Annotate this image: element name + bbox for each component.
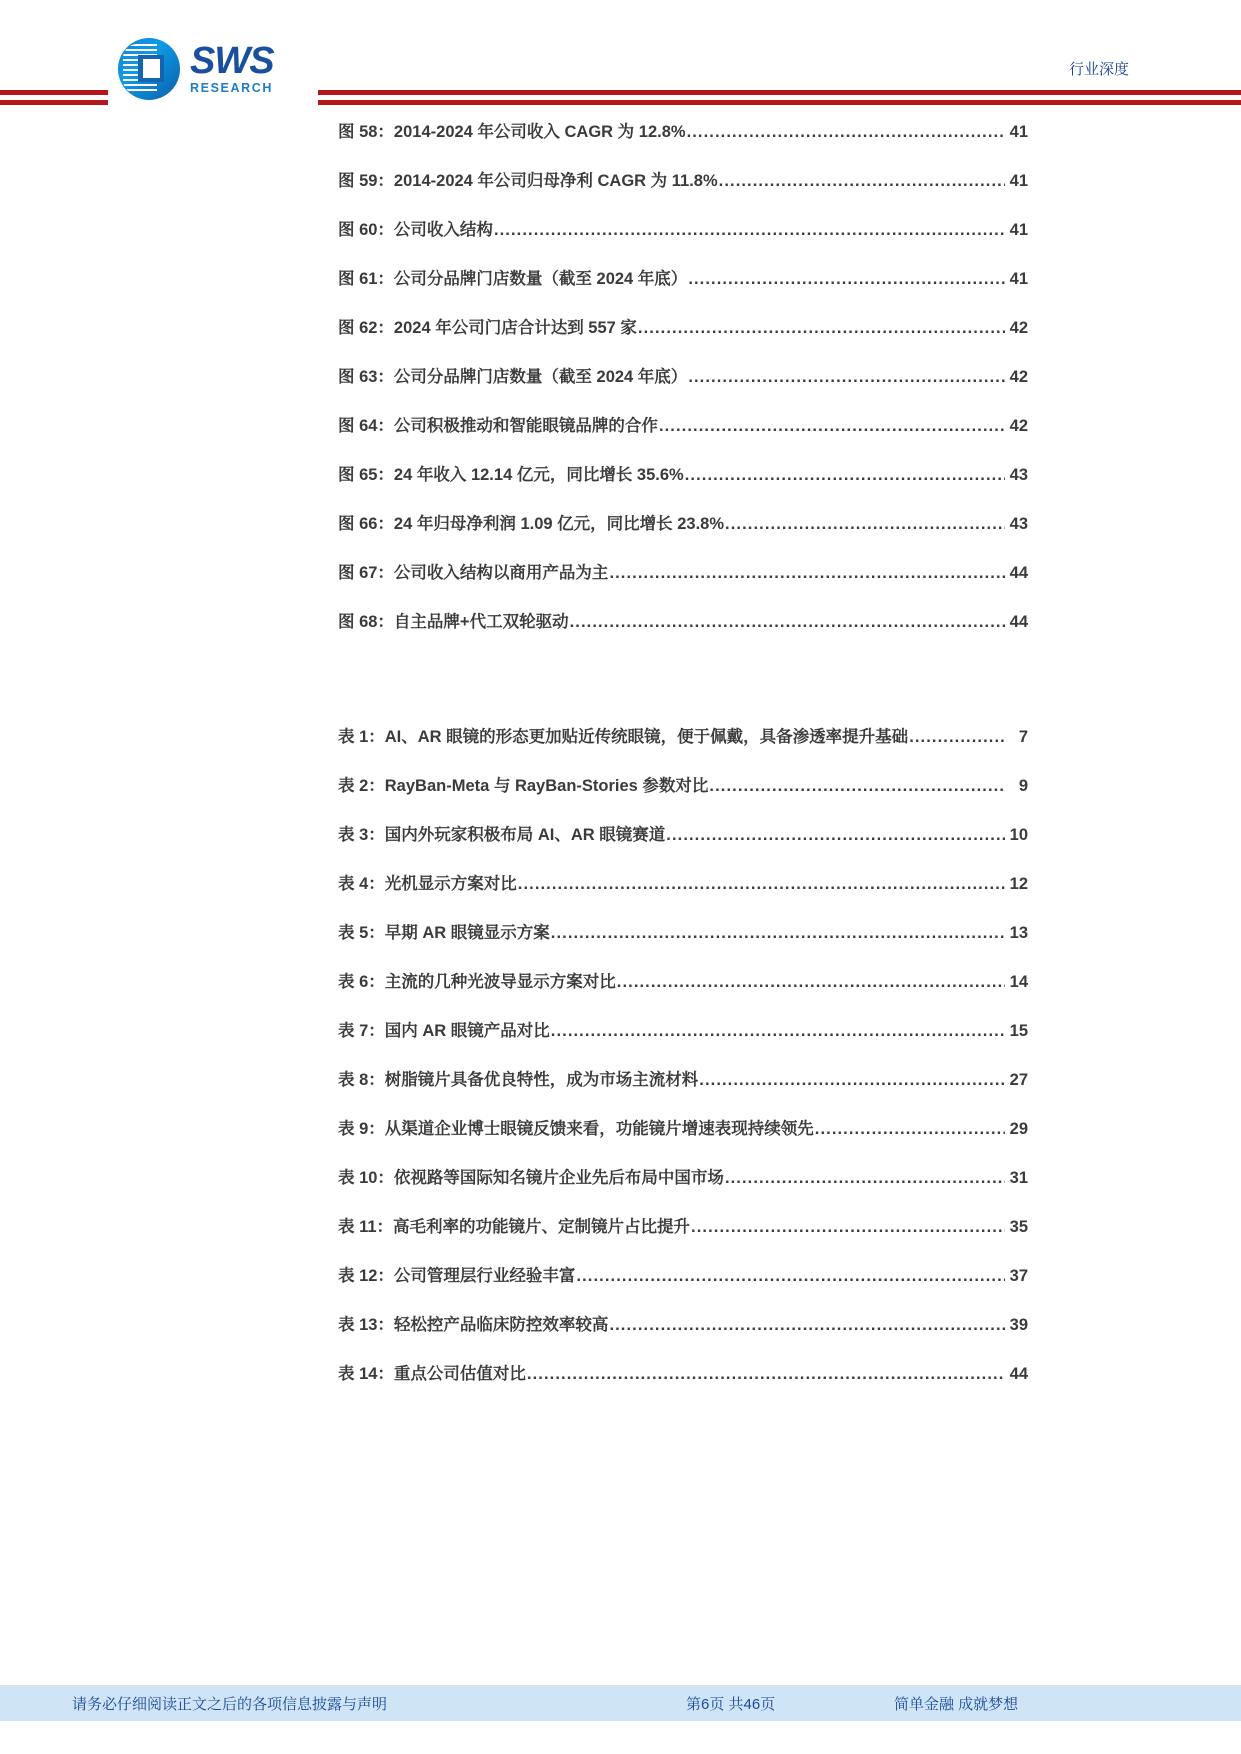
sws-logo-icon: [118, 38, 180, 100]
toc-entry-page: 37: [1009, 1267, 1028, 1285]
toc-leader-dots: [576, 1267, 1005, 1284]
footer-slogan: 简单金融 成就梦想: [894, 1695, 1019, 1713]
toc-entry-label: 表 3：国内外玩家积极布局 AI、AR 眼镜赛道: [338, 826, 666, 844]
toc-entry-page: 35: [1009, 1218, 1028, 1236]
toc-entry-label: 图 62：2024 年公司门店合计达到 557 家: [338, 319, 637, 337]
toc-entry-label: 图 63：公司分品牌门店数量（截至 2024 年底）: [338, 368, 688, 386]
toc-entry-label: 表 12：公司管理层行业经验丰富: [338, 1267, 576, 1285]
toc-leader-dots: [551, 924, 1005, 941]
toc-entry[interactable]: [338, 919, 1028, 968]
toc-entry[interactable]: [338, 1311, 1028, 1360]
toc-entry-page: 41: [1009, 270, 1028, 288]
toc-leader-dots: [815, 1120, 1005, 1137]
toc-figure-list: [338, 118, 1028, 657]
toc-entry-page: 15: [1009, 1022, 1028, 1040]
toc-entry[interactable]: [338, 1115, 1028, 1164]
toc-entry[interactable]: [338, 1360, 1028, 1409]
toc-entry[interactable]: [338, 1066, 1028, 1115]
header-rule-left-bottom: [0, 100, 108, 105]
toc-leader-dots: [518, 875, 1005, 892]
toc-entry[interactable]: [338, 167, 1028, 216]
toc-entry-label: 表 8：树脂镜片具备优良特性，成为市场主流材料: [338, 1071, 699, 1089]
toc-leader-dots: [685, 466, 1005, 483]
toc-entry-page: 39: [1009, 1316, 1028, 1334]
toc-entry[interactable]: [338, 412, 1028, 461]
toc-entry-page: 44: [1009, 613, 1028, 631]
toc-entry-label: 图 68：自主品牌+代工双轮驱动: [338, 613, 569, 631]
toc-entry[interactable]: [338, 461, 1028, 510]
toc-leader-dots: [909, 728, 1005, 745]
toc-entry-page: 14: [1009, 973, 1028, 991]
header-rule-right-bottom: [318, 100, 1241, 105]
toc-leader-dots: [719, 172, 1005, 189]
toc-leader-dots: [687, 123, 1005, 140]
toc-entry[interactable]: [338, 968, 1028, 1017]
toc-entry[interactable]: [338, 1164, 1028, 1213]
toc-entry-label: 图 58：2014-2024 年公司收入 CAGR 为 12.8%: [338, 123, 686, 141]
toc-entry[interactable]: [338, 1213, 1028, 1262]
toc-entry-page: 41: [1009, 172, 1028, 190]
toc-entry[interactable]: [338, 559, 1028, 608]
footer-disclaimer: 请务必仔细阅读正文之后的各项信息披露与声明: [72, 1695, 388, 1713]
toc-entry-label: 表 4：光机显示方案对比: [338, 875, 517, 893]
header-rule-left-top: [0, 90, 108, 95]
toc-leader-dots: [699, 1071, 1005, 1088]
toc-entry-page: 10: [1009, 826, 1028, 844]
toc-entry-label: 图 61：公司分品牌门店数量（截至 2024 年底）: [338, 270, 688, 288]
toc-entry-page: 43: [1009, 466, 1028, 484]
toc-entry-label: 表 9：从渠道企业博士眼镜反馈来看，功能镜片增速表现持续领先: [338, 1120, 814, 1138]
toc-leader-dots: [725, 515, 1005, 532]
toc-entry-label: 图 65：24 年收入 12.14 亿元，同比增长 35.6%: [338, 466, 684, 484]
toc-entry-page: 27: [1009, 1071, 1028, 1089]
toc-entry-label: 图 66：24 年归母净利润 1.09 亿元，同比增长 23.8%: [338, 515, 725, 533]
toc-leader-dots: [609, 564, 1005, 581]
toc-entry[interactable]: [338, 265, 1028, 314]
logo-primary-text: SWS: [190, 39, 274, 82]
toc-leader-dots: [725, 1169, 1005, 1186]
toc-entry[interactable]: [338, 1262, 1028, 1311]
logo-square-inner-shape: [143, 59, 160, 78]
logo-wordmark: [190, 39, 274, 97]
toc-leader-dots: [688, 270, 1005, 287]
toc-leader-dots: [709, 777, 1005, 794]
toc-entry[interactable]: [338, 870, 1028, 919]
document-type-label: 行业深度: [1068, 61, 1129, 78]
toc-entry-page: 44: [1009, 564, 1028, 582]
toc-entry-label: 图 59：2014-2024 年公司归母净利 CAGR 为 11.8%: [338, 172, 718, 190]
toc-entry-page: 43: [1009, 515, 1028, 533]
toc-leader-dots: [527, 1365, 1005, 1382]
toc-entry-page: 12: [1009, 875, 1028, 893]
logo-secondary-text: RESEARCH: [190, 80, 273, 95]
table-of-contents: [338, 118, 1028, 1409]
toc-leader-dots: [551, 1022, 1005, 1039]
toc-entry[interactable]: [338, 723, 1028, 772]
toc-entry-label: 表 6：主流的几种光波导显示方案对比: [338, 973, 616, 991]
toc-entry-page: 9: [1018, 777, 1028, 795]
toc-leader-dots: [609, 1316, 1005, 1333]
toc-entry-page: 13: [1009, 924, 1028, 942]
toc-entry-label: 图 64：公司积极推动和智能眼镜品牌的合作: [338, 417, 658, 435]
toc-entry-page: 41: [1009, 221, 1028, 239]
toc-entry-label: 表 2：RayBan-Meta 与 RayBan-Stories 参数对比: [338, 777, 709, 795]
toc-entry-label: 表 13：轻松控产品临床防控效率较高: [338, 1316, 609, 1334]
toc-leader-dots: [691, 1218, 1005, 1235]
toc-entry[interactable]: [338, 510, 1028, 559]
footer-pagination: 第6页 共46页: [686, 1695, 776, 1713]
toc-leader-dots: [494, 221, 1005, 238]
toc-entry-label: 表 1：AI、AR 眼镜的形态更加贴近传统眼镜，便于佩戴，具备渗透率提升基础: [338, 728, 909, 746]
toc-entry-page: 31: [1009, 1169, 1028, 1187]
toc-entry[interactable]: [338, 772, 1028, 821]
toc-entry-label: 表 14：重点公司估值对比: [338, 1365, 526, 1383]
toc-entry-page: 44: [1009, 1365, 1028, 1383]
toc-entry[interactable]: [338, 118, 1028, 167]
page-footer: [0, 1685, 1241, 1721]
toc-entry-page: 7: [1018, 728, 1028, 746]
toc-leader-dots: [617, 973, 1005, 990]
toc-entry-label: 表 10：依视路等国际知名镜片企业先后布局中国市场: [338, 1169, 724, 1187]
toc-entry[interactable]: [338, 608, 1028, 657]
header-rule-right-top: [318, 90, 1241, 95]
toc-entry-label: 表 5：早期 AR 眼镜显示方案: [338, 924, 550, 942]
toc-entry-page: 41: [1009, 123, 1028, 141]
toc-leader-dots: [688, 368, 1005, 385]
toc-entry-page: 42: [1009, 319, 1028, 337]
toc-entry[interactable]: [338, 363, 1028, 412]
toc-entry-label: 图 67：公司收入结构以商用产品为主: [338, 564, 609, 582]
toc-entry[interactable]: [338, 216, 1028, 265]
toc-entry[interactable]: [338, 821, 1028, 870]
toc-leader-dots: [570, 613, 1005, 630]
toc-entry-page: 29: [1009, 1120, 1028, 1138]
toc-entry-page: 42: [1009, 368, 1028, 386]
toc-entry[interactable]: [338, 1017, 1028, 1066]
toc-entry-label: 表 7：国内 AR 眼镜产品对比: [338, 1022, 550, 1040]
toc-entry[interactable]: [338, 314, 1028, 363]
toc-entry-label: 图 60：公司收入结构: [338, 221, 493, 239]
sws-research-logo: [118, 38, 274, 100]
toc-entry-label: 表 11：高毛利率的功能镜片、定制镜片占比提升: [338, 1218, 691, 1236]
toc-table-list: [338, 723, 1028, 1409]
page-header: [0, 0, 1241, 110]
toc-leader-dots: [666, 826, 1005, 843]
toc-entry-page: 42: [1009, 417, 1028, 435]
toc-section-spacer: [338, 657, 1028, 723]
toc-leader-dots: [659, 417, 1005, 434]
toc-leader-dots: [638, 319, 1005, 336]
